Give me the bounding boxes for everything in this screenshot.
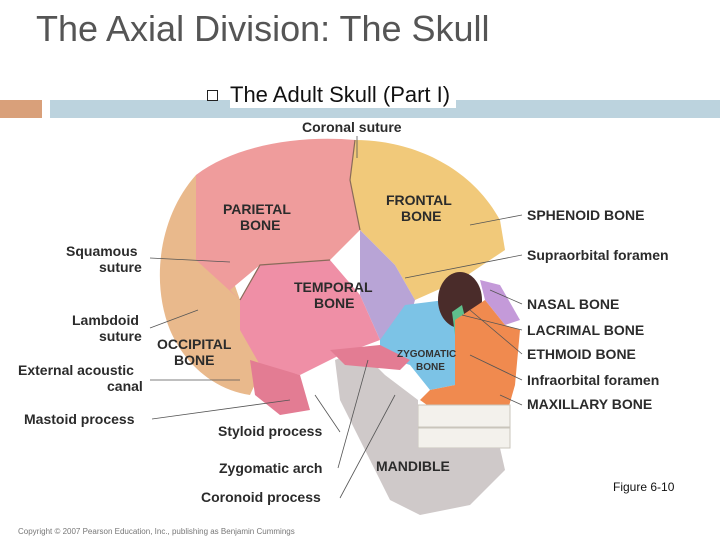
label-sphenoid: SPHENOID BONE <box>527 207 645 223</box>
label-mandible: MANDIBLE <box>376 458 450 474</box>
label-frontal-1: FRONTAL <box>386 192 452 208</box>
label-lacrimal: LACRIMAL BONE <box>527 322 645 338</box>
figure-reference: Figure 6-10 <box>613 480 675 494</box>
label-mastoid: Mastoid process <box>24 411 135 427</box>
upper-teeth <box>418 405 510 427</box>
slide-title: The Axial Division: The Skull <box>36 8 490 49</box>
label-maxillary: MAXILLARY BONE <box>527 396 653 412</box>
label-coronoid: Coronoid process <box>201 489 321 505</box>
accent-bar-orange <box>0 100 42 118</box>
label-external-acoustic: External acoustic <box>18 362 134 378</box>
label-squamous-2: suture <box>99 259 142 275</box>
label-zygomatic-2: BONE <box>416 362 445 373</box>
label-occipital-2: BONE <box>174 352 215 368</box>
copyright-text: Copyright © 2007 Pearson Education, Inc., publishing as Benjamin Cummings <box>18 527 295 536</box>
label-temporal-1: TEMPORAL <box>294 279 373 295</box>
lower-teeth <box>418 428 510 448</box>
bullet-icon <box>207 90 218 101</box>
label-external-canal: canal <box>107 378 143 394</box>
skull-diagram <box>0 118 720 540</box>
label-nasal: NASAL BONE <box>527 296 620 312</box>
label-frontal-2: BONE <box>401 208 442 224</box>
slide-subtitle: The Adult Skull (Part I) <box>230 82 456 108</box>
label-supraorbital: Supraorbital foramen <box>527 247 669 263</box>
label-styloid: Styloid process <box>218 423 323 439</box>
label-lambdoid-2: suture <box>99 328 142 344</box>
label-infraorbital: Infraorbital foramen <box>527 372 660 388</box>
label-zygomatic-1: ZYGOMATIC <box>397 349 457 360</box>
label-occipital-1: OCCIPITAL <box>157 336 232 352</box>
label-zygomatic-arch: Zygomatic arch <box>219 460 323 476</box>
label-squamous-1: Squamous <box>66 243 138 259</box>
label-parietal-1: PARIETAL <box>223 201 291 217</box>
label-lambdoid-1: Lambdoid <box>72 312 139 328</box>
label-temporal-2: BONE <box>314 295 355 311</box>
label-ethmoid: ETHMOID BONE <box>527 346 636 362</box>
label-coronal-suture: Coronal suture <box>302 119 402 135</box>
label-parietal-2: BONE <box>240 217 281 233</box>
